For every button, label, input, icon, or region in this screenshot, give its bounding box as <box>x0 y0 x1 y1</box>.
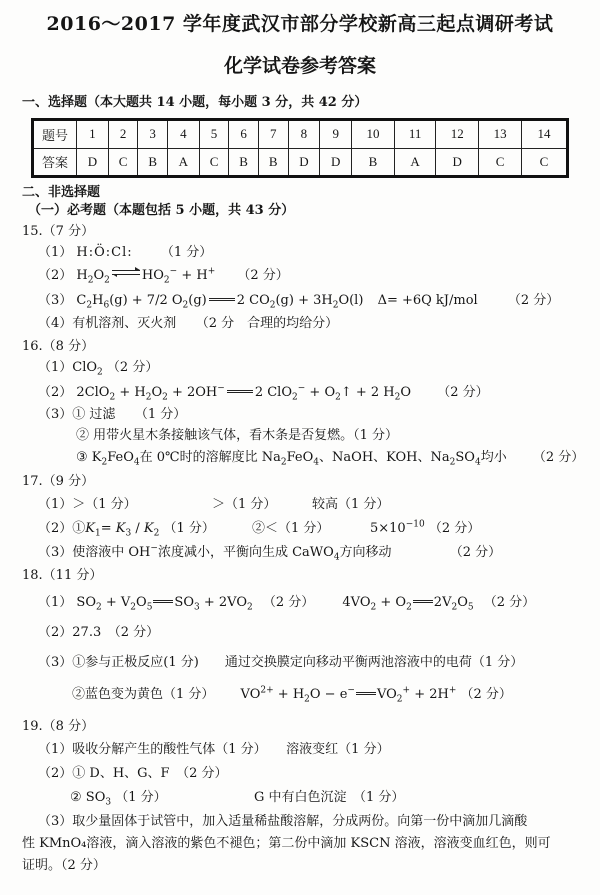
q19-line2: （2）① D、H、G、F （2 分） <box>38 766 228 781</box>
q16-line3: （3）① 过滤 （1 分） <box>38 407 187 422</box>
answer-5: C <box>199 148 229 177</box>
section-one-heading: 一、选择题（本大题共 14 小题，每小题 3 分，共 42 分） <box>22 95 368 110</box>
answer-7: B <box>258 148 288 177</box>
equation-so2-v2o5: $SO_2 + V_2O_5$ $SO_3 + 2VO_2$ <box>76 595 253 613</box>
q16-line5: ③ $K_2FeO_4$在 0℃时的溶解度比 $Na_2FeO_4$、NaOH、KOH、$Na_2SO_4$均小 （2 分） <box>76 450 585 468</box>
answer-12: D <box>436 148 479 177</box>
qnum-10: 10 <box>352 120 395 149</box>
q18-line1: （1） $SO_2 + V_2O_5$ $SO_3 + 2VO_2$ （2 分） $4VO_2 + O_2$ $2V_2O_5$ （2 分） <box>38 595 536 613</box>
q16-heading: 16.（8 分） <box>22 339 95 354</box>
q18-line4: ②蓝色变为黄色（1 分） $VO^{2+} + H_2O - e^-$ $VO_2^+ + 2H^+$ （2 分） <box>72 685 512 705</box>
equation-h2o2-ionization: $H_2O_2$ $HO_2^- + H^+$ <box>76 266 216 286</box>
qnum-8: 8 <box>288 120 320 149</box>
q19-line3b: G 中有白色沉淀 （1 分） <box>254 790 405 805</box>
answer-10: B <box>352 148 395 177</box>
q18-line2: （2）27.3 （2 分） <box>38 625 160 640</box>
answer-3: B <box>138 148 168 177</box>
ksp-value: $5\times 10^{-10}$ <box>370 519 425 536</box>
equation-vo2-o2: $4VO_2 + O_2$ $2V_2O_5$ <box>342 595 474 613</box>
section-two-heading: 二、非选择题 <box>22 185 101 200</box>
q15-line3: （3） $C_2H_6(g) + 7/2$ $O_2(g)$ 2 $CO_2(g) + 3H_2O(l)$ Δ= +6Q kJ/mol （2 分） <box>38 293 560 311</box>
q18-line3: （3）①参与正极反应(1 分) 通过交换膜定向移动平衡两池溶液中的电荷（1 分） <box>38 655 524 670</box>
q15-heading: 15.（7 分） <box>22 224 95 239</box>
q17-line2a: $(2)①K_1= K_3 / K_2$ （1 分） <box>38 521 215 539</box>
row-label-number: 题号 <box>33 120 77 149</box>
q17-line2b: ②＜（1 分） <box>252 521 330 536</box>
qnum-14: 14 <box>521 120 567 149</box>
q17-line3: （3）使溶液中 OH−浓度减小，平衡向生成 CaWO$_4$方向移动 （2 分） <box>38 543 502 563</box>
equilibrium-relation: $K_1= K_3 / K_2$ <box>85 521 160 539</box>
equation-vanadium-half-reaction: $VO^{2+} + H_2O - e^-$ $VO_2^+ + 2H^+$ <box>240 685 457 705</box>
q19-heading: 19.（8 分） <box>22 719 95 734</box>
qnum-7: 7 <box>258 120 288 149</box>
formula-k2feo4: $K_2FeO_4$ <box>91 450 140 468</box>
lewis-structure-hocl: H:Ö:Cl: <box>76 245 133 260</box>
compound-list: $Na_2FeO_4$、NaOH、KOH、$Na_2SO_4$ <box>261 450 481 468</box>
enthalpy-change: Δ= +6Q kJ/mol <box>377 293 478 308</box>
equation-ethane-combustion: $C_2H_6(g) + 7/2$ $O_2(g)$ 2 $CO_2(g) + 3H_2O(l)$ <box>76 293 364 311</box>
qnum-6: 6 <box>229 120 259 149</box>
answer-11: A <box>394 148 435 177</box>
q19-line1: （1）吸收分解产生的酸性气体（1 分） 溶液变红（1 分） <box>38 742 390 757</box>
qnum-12: 12 <box>436 120 479 149</box>
q17-line1a: （1）＞（1 分） <box>38 497 137 512</box>
q17-line2c: $5\times 10^{-10}$ （2 分） <box>370 519 481 536</box>
exam-title: 2016～2017 学年度武汉市部分学校新高三起点调研考试 <box>46 13 554 35</box>
q16-line4: ② 用带火星木条接触该气体，看木条是否复燃。（1 分） <box>76 428 399 443</box>
answer-6: B <box>229 148 259 177</box>
q17-line1b: ＞（1 分） <box>212 497 277 512</box>
answer-row <box>33 148 568 177</box>
answer-table <box>31 118 569 178</box>
q18-heading: 18.（11 分） <box>22 568 103 583</box>
qnum-2: 2 <box>108 120 138 149</box>
answer-14: C <box>521 148 567 177</box>
q17-line1c: 较高（1 分） <box>312 497 390 512</box>
section-two-subheading: （一）必考题（本题包括 5 小题，共 43 分） <box>28 203 295 218</box>
q19-line6: 证明。（2 分） <box>22 858 106 873</box>
answer-2: C <box>108 148 138 177</box>
qnum-1: 1 <box>77 120 109 149</box>
q19-line3a: ② $SO_3$ （1 分） <box>70 790 167 808</box>
row-label-answer: 答案 <box>33 148 77 177</box>
qnum-9: 9 <box>320 120 352 149</box>
q15-line4: （4）有机溶剂、灭火剂 （2 分 合理的均给分） <box>38 316 339 331</box>
qnum-3: 3 <box>138 120 168 149</box>
qnum-13: 13 <box>479 120 522 149</box>
answer-4: A <box>167 148 199 177</box>
answer-8: D <box>288 148 320 177</box>
q19-line4: （3）取少量固体于试管中，加入适量稀盐酸溶解，分成两份。向第一份中滴加几滴酸 <box>38 814 528 829</box>
q15-line2: （2） $H_2O_2$ $HO_2^- + H^+$ （2 分） <box>38 266 289 286</box>
q19-line5: 性 KMnO₄溶液，滴入溶液的紫色不褪色；第二份中滴加 KSCN 溶液，溶液变血红色，则可 <box>22 836 551 851</box>
q16-line2: （2） $2ClO_2 + H_2O_2 + 2OH^-$ 2 $ClO_2^- + O_2↑ + 2$ $H_2O$ （2 分） <box>38 383 489 403</box>
formula-clo2: ClO$_2$ <box>72 360 103 378</box>
answer-1: D <box>77 148 109 177</box>
qnum-4: 4 <box>167 120 199 149</box>
answer-key-title: 化学试卷参考答案 <box>223 55 376 77</box>
equation-clo2-reaction: $2ClO_2 + H_2O_2 + 2OH^-$ 2 $ClO_2^- + O_2↑ + 2$ $H_2O$ <box>76 383 412 403</box>
question-number-row <box>33 120 568 149</box>
answer-13: C <box>479 148 522 177</box>
q15-line1: （1） H:Ö:Cl: （1 分） <box>38 245 213 260</box>
answer-9: D <box>320 148 352 177</box>
qnum-11: 11 <box>394 120 435 149</box>
q17-heading: 17.（9 分） <box>22 474 95 489</box>
q16-line1: （1）ClO$_2$ （2 分） <box>38 360 159 378</box>
qnum-5: 5 <box>199 120 229 149</box>
formula-so3: $SO_3$ <box>85 790 112 808</box>
